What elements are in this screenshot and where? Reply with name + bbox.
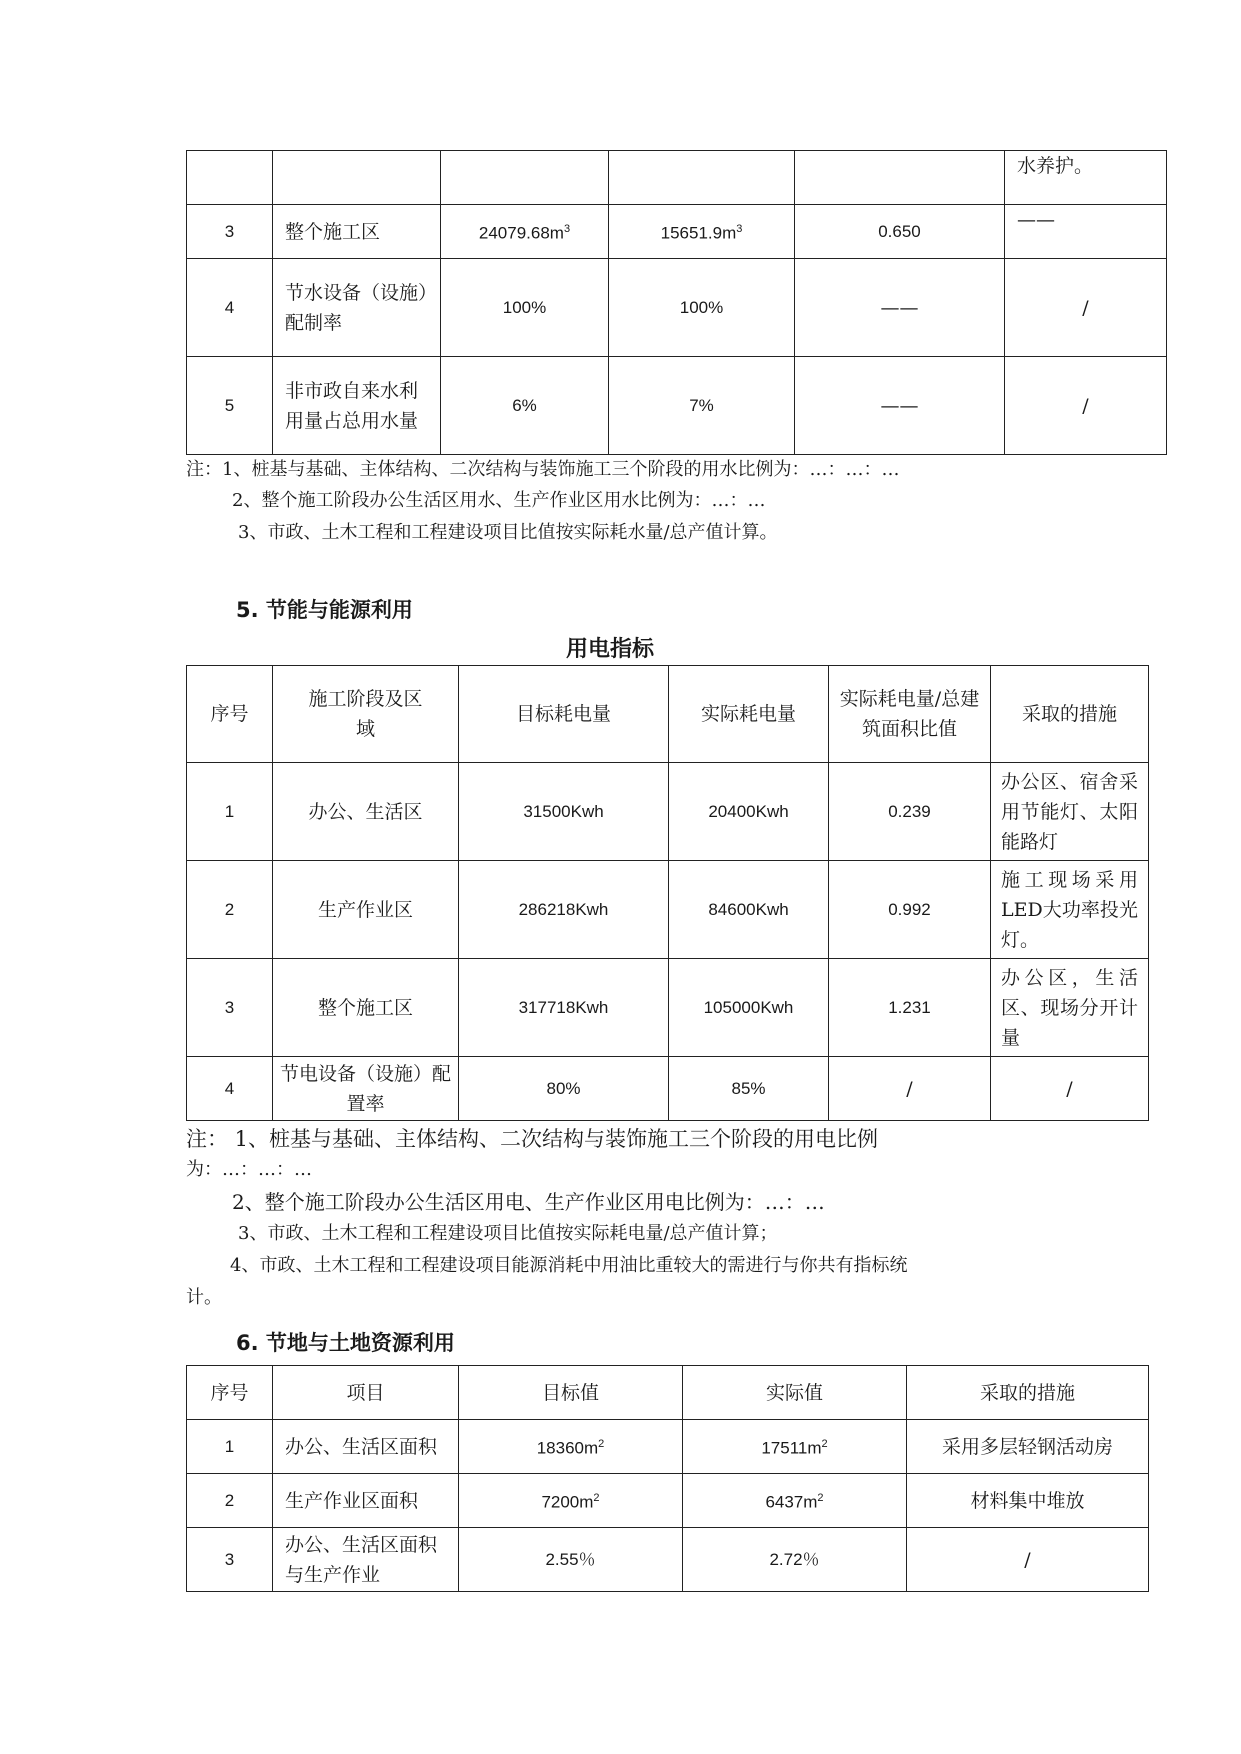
item-cell: 生产作业区面积 [273,1474,459,1528]
item-cell [273,151,441,205]
header-stage: 施工阶段及区域 [273,666,459,763]
measures-cell: / [1005,357,1167,455]
target-cell: 80% [459,1057,669,1121]
seq-cell: 3 [187,959,273,1057]
header-ratio: 实际耗电量/总建筑面积比值 [829,666,991,763]
electricity-table-caption: 用电指标 [566,637,655,662]
actual-cell [609,151,795,205]
table-row [187,205,1167,259]
measures-cell: / [1005,259,1167,357]
measures-cell: 施工现场采用LED大功率投光灯。 [991,861,1149,959]
ratio-cell: 0.650 [795,205,1005,259]
table-row [187,1474,1149,1528]
actual-value: 15651.9m [660,223,737,243]
measures-cell: / [907,1528,1149,1592]
table-header-row [187,666,1149,763]
seq-cell: 2 [187,861,273,959]
actual-value: 6437m [765,1492,818,1512]
target-cell: 31500Kwh [459,763,669,861]
actual-cell: 7% [609,357,795,455]
target-value: 24079.68m [478,223,564,243]
item-cell: 办公、生活区面积与生产作业 [273,1528,459,1592]
seq-cell: 2 [187,1474,273,1528]
measures-cell: —— [1005,205,1167,259]
section-5-heading: 5. 节能与能源利用 [236,598,413,622]
electricity-note-3: 3、市政、土木工程和工程建设项目比值按实际耗电量/总产值计算； [238,1223,778,1244]
header-measures: 采取的措施 [991,666,1149,763]
header-target: 目标值 [459,1366,683,1420]
section-6-heading: 6. 节地与土地资源利用 [236,1331,455,1355]
ratio-cell: 0.239 [829,763,991,861]
seq-cell [187,151,273,205]
actual-unit-exponent: 3 [736,223,743,236]
actual-cell [683,1474,907,1528]
table-row [187,357,1167,455]
actual-cell [609,205,795,259]
water-table [186,150,1167,455]
table-row [187,861,1149,959]
actual-cell: 20400Kwh [669,763,829,861]
table-row [187,763,1149,861]
water-note-3: 3、市政、土木工程和工程建设项目比值按实际耗水量/总产值计算。 [238,522,778,543]
header-measures: 采取的措施 [907,1366,1149,1420]
seq-cell: 3 [187,205,273,259]
target-value: 7200m [541,1492,594,1512]
ratio-cell: 0.992 [829,861,991,959]
target-cell [441,151,609,205]
actual-cell: 2.72％ [683,1528,907,1592]
electricity-note-2: 2、整个施工阶段办公生活区用电、生产作业区用电比例为：…：… [232,1190,825,1214]
seq-cell: 1 [187,763,273,861]
table-row [187,259,1167,357]
target-cell [459,1474,683,1528]
seq-cell: 1 [187,1420,273,1474]
electricity-note-4b: 计。 [186,1287,222,1308]
target-unit-exponent: 3 [563,223,571,236]
item-cell: 办公、生活区面积 [273,1420,459,1474]
target-unit-exponent: 2 [598,1438,605,1451]
table-row [187,1420,1149,1474]
target-value: 18360m [536,1438,599,1458]
header-target: 目标耗电量 [459,666,669,763]
ratio-cell: 1.231 [829,959,991,1057]
actual-cell: 100% [609,259,795,357]
actual-cell: 85% [669,1057,829,1121]
item-cell: 节水设备（设施）配制率 [273,259,441,357]
table-row [187,151,1167,205]
actual-cell: 105000Kwh [669,959,829,1057]
actual-cell [683,1420,907,1474]
target-cell: 317718Kwh [459,959,669,1057]
header-actual: 实际值 [683,1366,907,1420]
target-cell [441,205,609,259]
electricity-note-1a: 注： 1、桩基与基础、主体结构、二次结构与装饰施工三个阶段的用电比例 [186,1127,879,1151]
header-seq: 序号 [187,666,273,763]
measures-cell: 材料集中堆放 [907,1474,1149,1528]
header-actual: 实际耗电量 [669,666,829,763]
item-cell: 非市政自来水利用量占总用水量 [273,357,441,455]
seq-cell: 5 [187,357,273,455]
header-item: 项目 [273,1366,459,1420]
table-header-row [187,1366,1149,1420]
measures-cell: 采用多层轻钢活动房 [907,1420,1149,1474]
water-note-2: 2、整个施工阶段办公生活区用水、生产作业区用水比例为：…：… [232,490,766,511]
ratio-cell: / [829,1057,991,1121]
electricity-note-4a: 4、市政、土木工程和工程建设项目能源消耗中用油比重较大的需进行与你共有指标统 [230,1255,908,1276]
header-seq: 序号 [187,1366,273,1420]
actual-value: 17511m [761,1438,822,1458]
target-cell: 100% [441,259,609,357]
ratio-cell: —— [795,259,1005,357]
actual-unit-exponent: 2 [817,1492,824,1505]
water-note-1: 注：1、桩基与基础、主体结构、二次结构与装饰施工三个阶段的用水比例为：…：…：… [186,459,900,480]
table-row [187,1057,1149,1121]
ratio-cell: —— [795,357,1005,455]
measures-cell: / [991,1057,1149,1121]
seq-cell: 3 [187,1528,273,1592]
ratio-cell [795,151,1005,205]
target-cell: 6% [441,357,609,455]
electricity-table [186,665,1149,1121]
stage-cell: 生产作业区 [273,861,459,959]
target-cell: 286218Kwh [459,861,669,959]
target-cell: 2.55％ [459,1528,683,1592]
target-unit-exponent: 2 [593,1492,600,1505]
seq-cell: 4 [187,259,273,357]
stage-cell: 节电设备（设施）配置率 [273,1057,459,1121]
item-cell: 整个施工区 [273,205,441,259]
table-row [187,1528,1149,1592]
actual-cell: 84600Kwh [669,861,829,959]
table-row [187,959,1149,1057]
actual-unit-exponent: 2 [821,1438,828,1451]
measures-cell: 办公区、宿舍采用节能灯、太阳能路灯 [991,763,1149,861]
target-cell [459,1420,683,1474]
measures-cell: 水养护。 [1005,151,1167,205]
electricity-note-1b: 为：…：…：… [186,1159,312,1180]
measures-cell: 办公区，生活区、现场分开计量 [991,959,1149,1057]
stage-cell: 办公、生活区 [273,763,459,861]
land-table [186,1365,1149,1592]
seq-cell: 4 [187,1057,273,1121]
stage-cell: 整个施工区 [273,959,459,1057]
